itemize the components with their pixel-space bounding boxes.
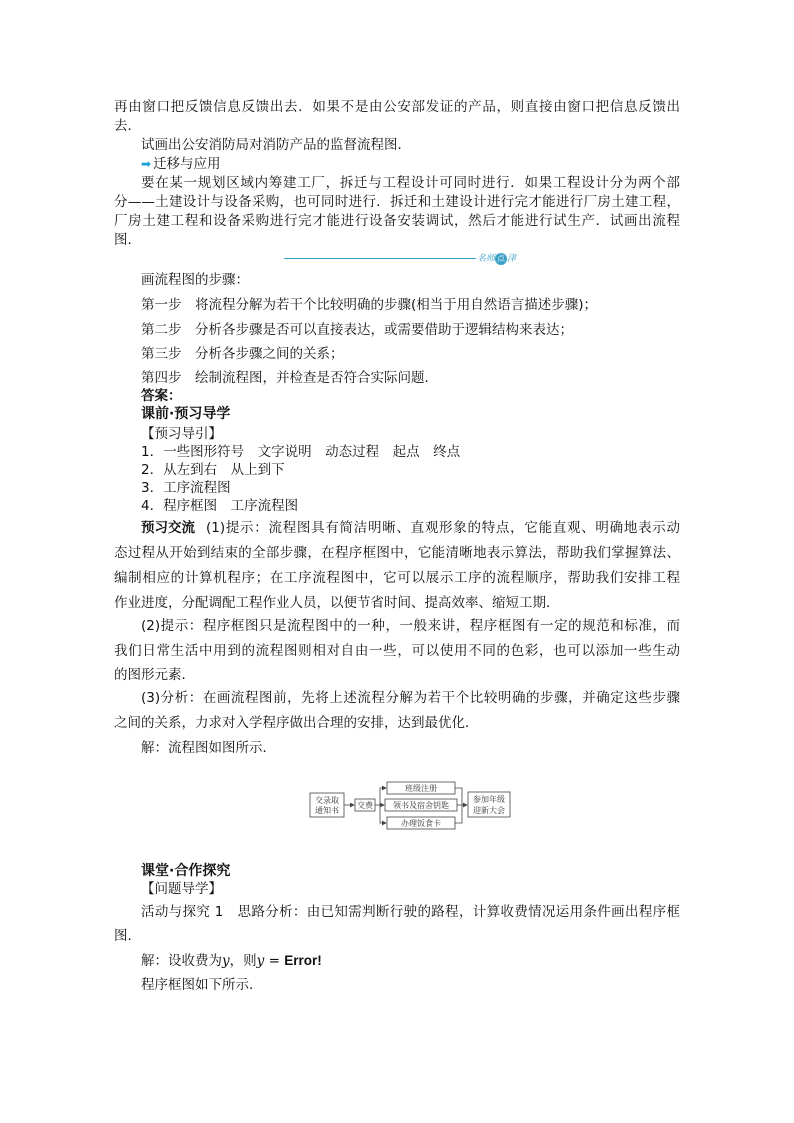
preview-solution: 解：流程图如图所示． [141, 740, 276, 756]
variable-y: y [222, 953, 230, 969]
transfer-para-2: 分——土建设计与设备采购，也可同时进行．拆迁和土建设计进行完才能进行厂房土建工程， [114, 194, 680, 210]
step-4: 第四步 绘制流程图，并检查是否符合实际问题． [141, 370, 438, 386]
teacher-tip-logo [477, 251, 516, 265]
divider-logo-dot: 点 [497, 253, 506, 263]
section-preview: 课前·预习导学 [141, 406, 231, 422]
transfer-para-1: 要在某一规划区域内筹建工厂，拆迁与工程设计可同时进行．如果工程设计分为两个部 [141, 175, 680, 191]
equals-sign: = [264, 953, 285, 969]
node-register-label: 班级注册 [405, 784, 437, 793]
activity-1b: 图． [114, 928, 141, 944]
exchange-1b: 态过程从开始到结束的全部步骤，在程序框图中，它能清晰地表示算法，帮助我们掌握算法、 [114, 545, 680, 561]
exchange-line-1 [141, 519, 195, 537]
transfer-para-4: 图． [114, 232, 141, 248]
preview-answer-3: 3．工序流程图 [141, 480, 231, 496]
exchange-3a: (3)分析：在画流程图前，先将上述流程分解为若干个比较明确的步骤，并确定这些步骤 [141, 690, 680, 706]
exchange-2b: 我们日常生活中用到的流程图则相对自由一些，可以使用不同的色彩，也可以添加一些生动 [114, 643, 680, 659]
node-welcome-l1: 参加年级 [473, 795, 505, 804]
node-welcome-l2: 迎新大会 [473, 806, 505, 815]
activity-1a: 活动与探究 1 思路分析：由已知需判断行驶的路程，计算收费情况运用条件画出程序框 [141, 904, 680, 920]
variable-y-2: y [256, 953, 265, 969]
steps-title: 画流程图的步骤： [141, 272, 249, 288]
error-text: Error! [284, 953, 322, 968]
transfer-heading [141, 155, 221, 173]
step-2: 第二步 分析各步骤是否可以直接表达，或需要借助于逻辑结构来表达； [141, 322, 573, 338]
exchange-1d: 作业进度，分配调配工程作业人员，以便节省时间、提高效率、缩短工期． [114, 595, 560, 611]
answer-label: 答案： [141, 388, 182, 404]
exchange-1c: 编制相应的计算机程序；在工序流程图中，它可以展示工序的流程顺序，帮助我们安排工程 [114, 570, 680, 586]
enrollment-flowchart [305, 778, 517, 832]
intro-line-2: 去． [114, 118, 141, 134]
coop-guide: 【问题导学】 [141, 881, 222, 897]
intro-line-3: 试画出公安消防局对消防产品的监督流程图． [141, 137, 411, 153]
coop-solution [141, 952, 322, 970]
section-coop: 课堂·合作探究 [141, 863, 231, 879]
step-3: 第三步 分析各步骤之间的关系； [141, 346, 344, 362]
node-card-label: 办理饭食卡 [401, 819, 441, 828]
exchange-2c: 的图形元素． [114, 667, 195, 683]
arrow-marker-icon: ➡ [141, 157, 152, 171]
node-notice-l1: 交录取 [315, 796, 339, 805]
divider-logo-tail: 津 [507, 254, 517, 264]
exchange-label: 预习交流 [141, 520, 195, 536]
transfer-para-3: 厂房土建工程和设备采购进行完才能进行设备安装调试，然后才能进行试生产．试画出流程 [114, 213, 680, 229]
node-notice-l2: 通知书 [315, 806, 339, 815]
node-keys-label: 领书及宿舍钥匙 [393, 801, 449, 810]
coop-closing: 程序框图如下所示． [141, 977, 263, 993]
preview-answer-4: 4．程序框图 工序流程图 [141, 498, 299, 514]
transfer-heading-text: 迁移与应用 [153, 156, 221, 172]
exchange-1a: (1)提示：流程图具有简洁明晰、直观形象的特点，它能直观、明确地表示动 [206, 520, 680, 536]
divider-rule [284, 258, 476, 259]
divider-logo-text: 名师 [477, 254, 496, 264]
exchange-2a: (2)提示：程序框图只是流程图中的一种，一般来讲，程序框图有一定的规范和标准，而 [141, 618, 680, 634]
intro-line-1: 再由窗口把反馈信息反馈出去．如果不是由公安部发证的产品，则直接由窗口把信息反馈出 [114, 99, 680, 115]
preview-answer-1: 1．一些图形符号 文字说明 动态过程 起点 终点 [141, 444, 461, 460]
preview-answer-2: 2．从左到右 从上到下 [141, 462, 285, 478]
solution-prefix: 解：设收费为 [141, 953, 222, 969]
solution-mid: ，则 [229, 953, 257, 969]
preview-guide: 【预习导引】 [141, 426, 222, 442]
node-fee-label: 交费 [357, 801, 373, 810]
step-1: 第一步 将流程分解为若干个比较明确的步骤(相当于用自然语言描述步骤)； [141, 297, 598, 313]
exchange-3b: 之间的关系，力求对入学程序做出合理的安排，达到最优化． [114, 715, 479, 731]
